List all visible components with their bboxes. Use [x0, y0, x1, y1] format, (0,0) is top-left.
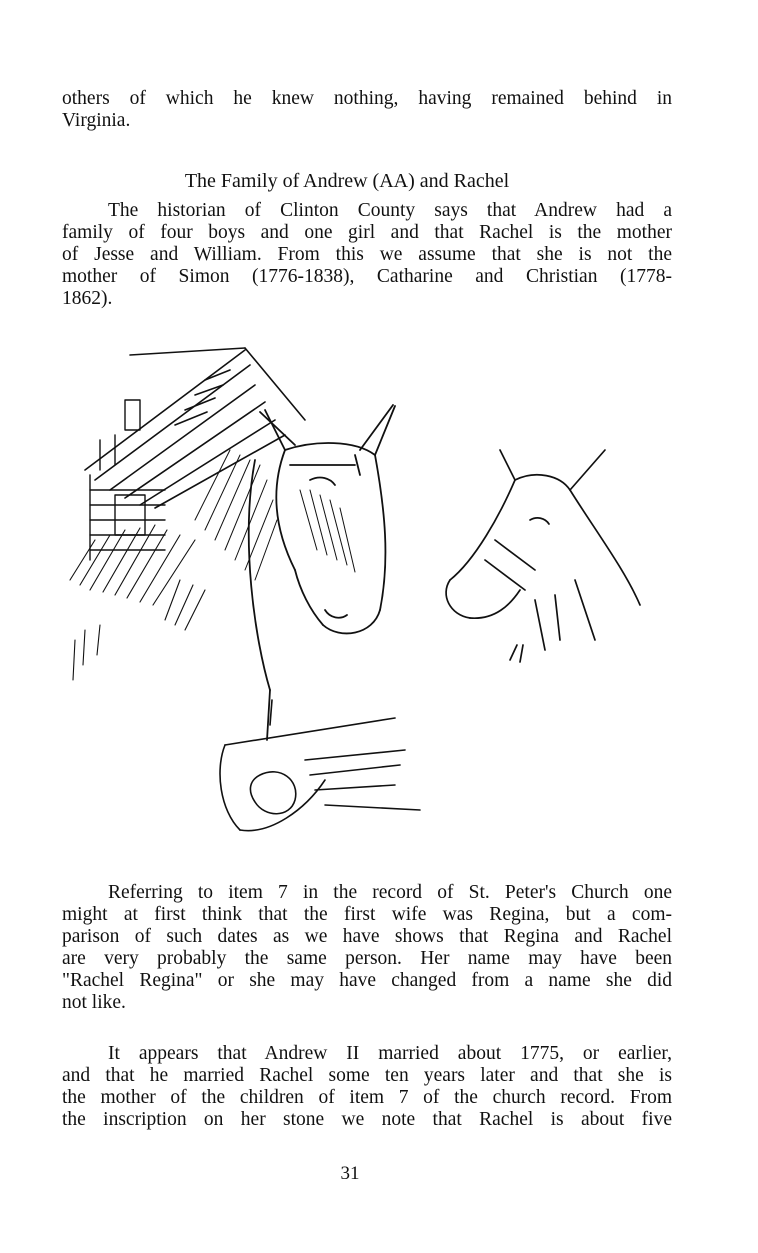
large-horse-head [249, 405, 395, 740]
paragraph-family [62, 200, 672, 310]
text-line: 1862). [62, 288, 113, 309]
text-line: The historian of Clinton County says that Andrew had a [108, 200, 672, 221]
text-line: and that he married Rachel some ten years later and that she is [62, 1065, 672, 1086]
text-line: others of which he knew nothing, having remained behind in [62, 88, 672, 109]
text-line: family of four boys and one girl and that Rachel is the mother [62, 222, 672, 243]
mane-hatching [195, 450, 355, 580]
text-line: Referring to item 7 in the record of St. Peter's Church one [108, 882, 672, 903]
cabin-wall [90, 400, 165, 560]
text-line: mother of Simon (1776-1838), Catharine and Christian (1778- [62, 266, 672, 287]
text-line: It appears that Andrew II married about 1775, or earlier, [108, 1043, 672, 1064]
text-line: not like. [62, 992, 126, 1013]
cabin-roof [85, 348, 305, 508]
section-heading: The Family of Andrew (AA) and Rachel [184, 170, 510, 192]
paragraph-andrew-ii [62, 1043, 672, 1131]
foliage-hatching [70, 525, 205, 680]
text-line: parison of such dates as we have shows that Regina and Rachel [62, 926, 672, 947]
text-line: Virginia. [62, 110, 131, 131]
text-line: of Jesse and William. From this we assume that she is not the [62, 244, 672, 265]
text-line: might at first think that the first wife was Regina, but a com- [62, 904, 672, 925]
text-line: the mother of the children of item 7 of the church record. From [62, 1087, 672, 1108]
small-horse-head [446, 450, 640, 662]
horse-sketch-illustration [55, 340, 655, 870]
text-line: are very probably the same person. Her name may have been [62, 948, 672, 969]
paragraph-continuation [62, 88, 672, 132]
paragraph-regina [62, 882, 672, 1014]
page-number: 31 [340, 1163, 360, 1184]
text-line: the inscription on her stone we note that Rachel is about five [62, 1109, 672, 1130]
text-line: "Rachel Regina" or she may have changed from a name she did [62, 970, 672, 991]
log-sketch [220, 700, 420, 831]
